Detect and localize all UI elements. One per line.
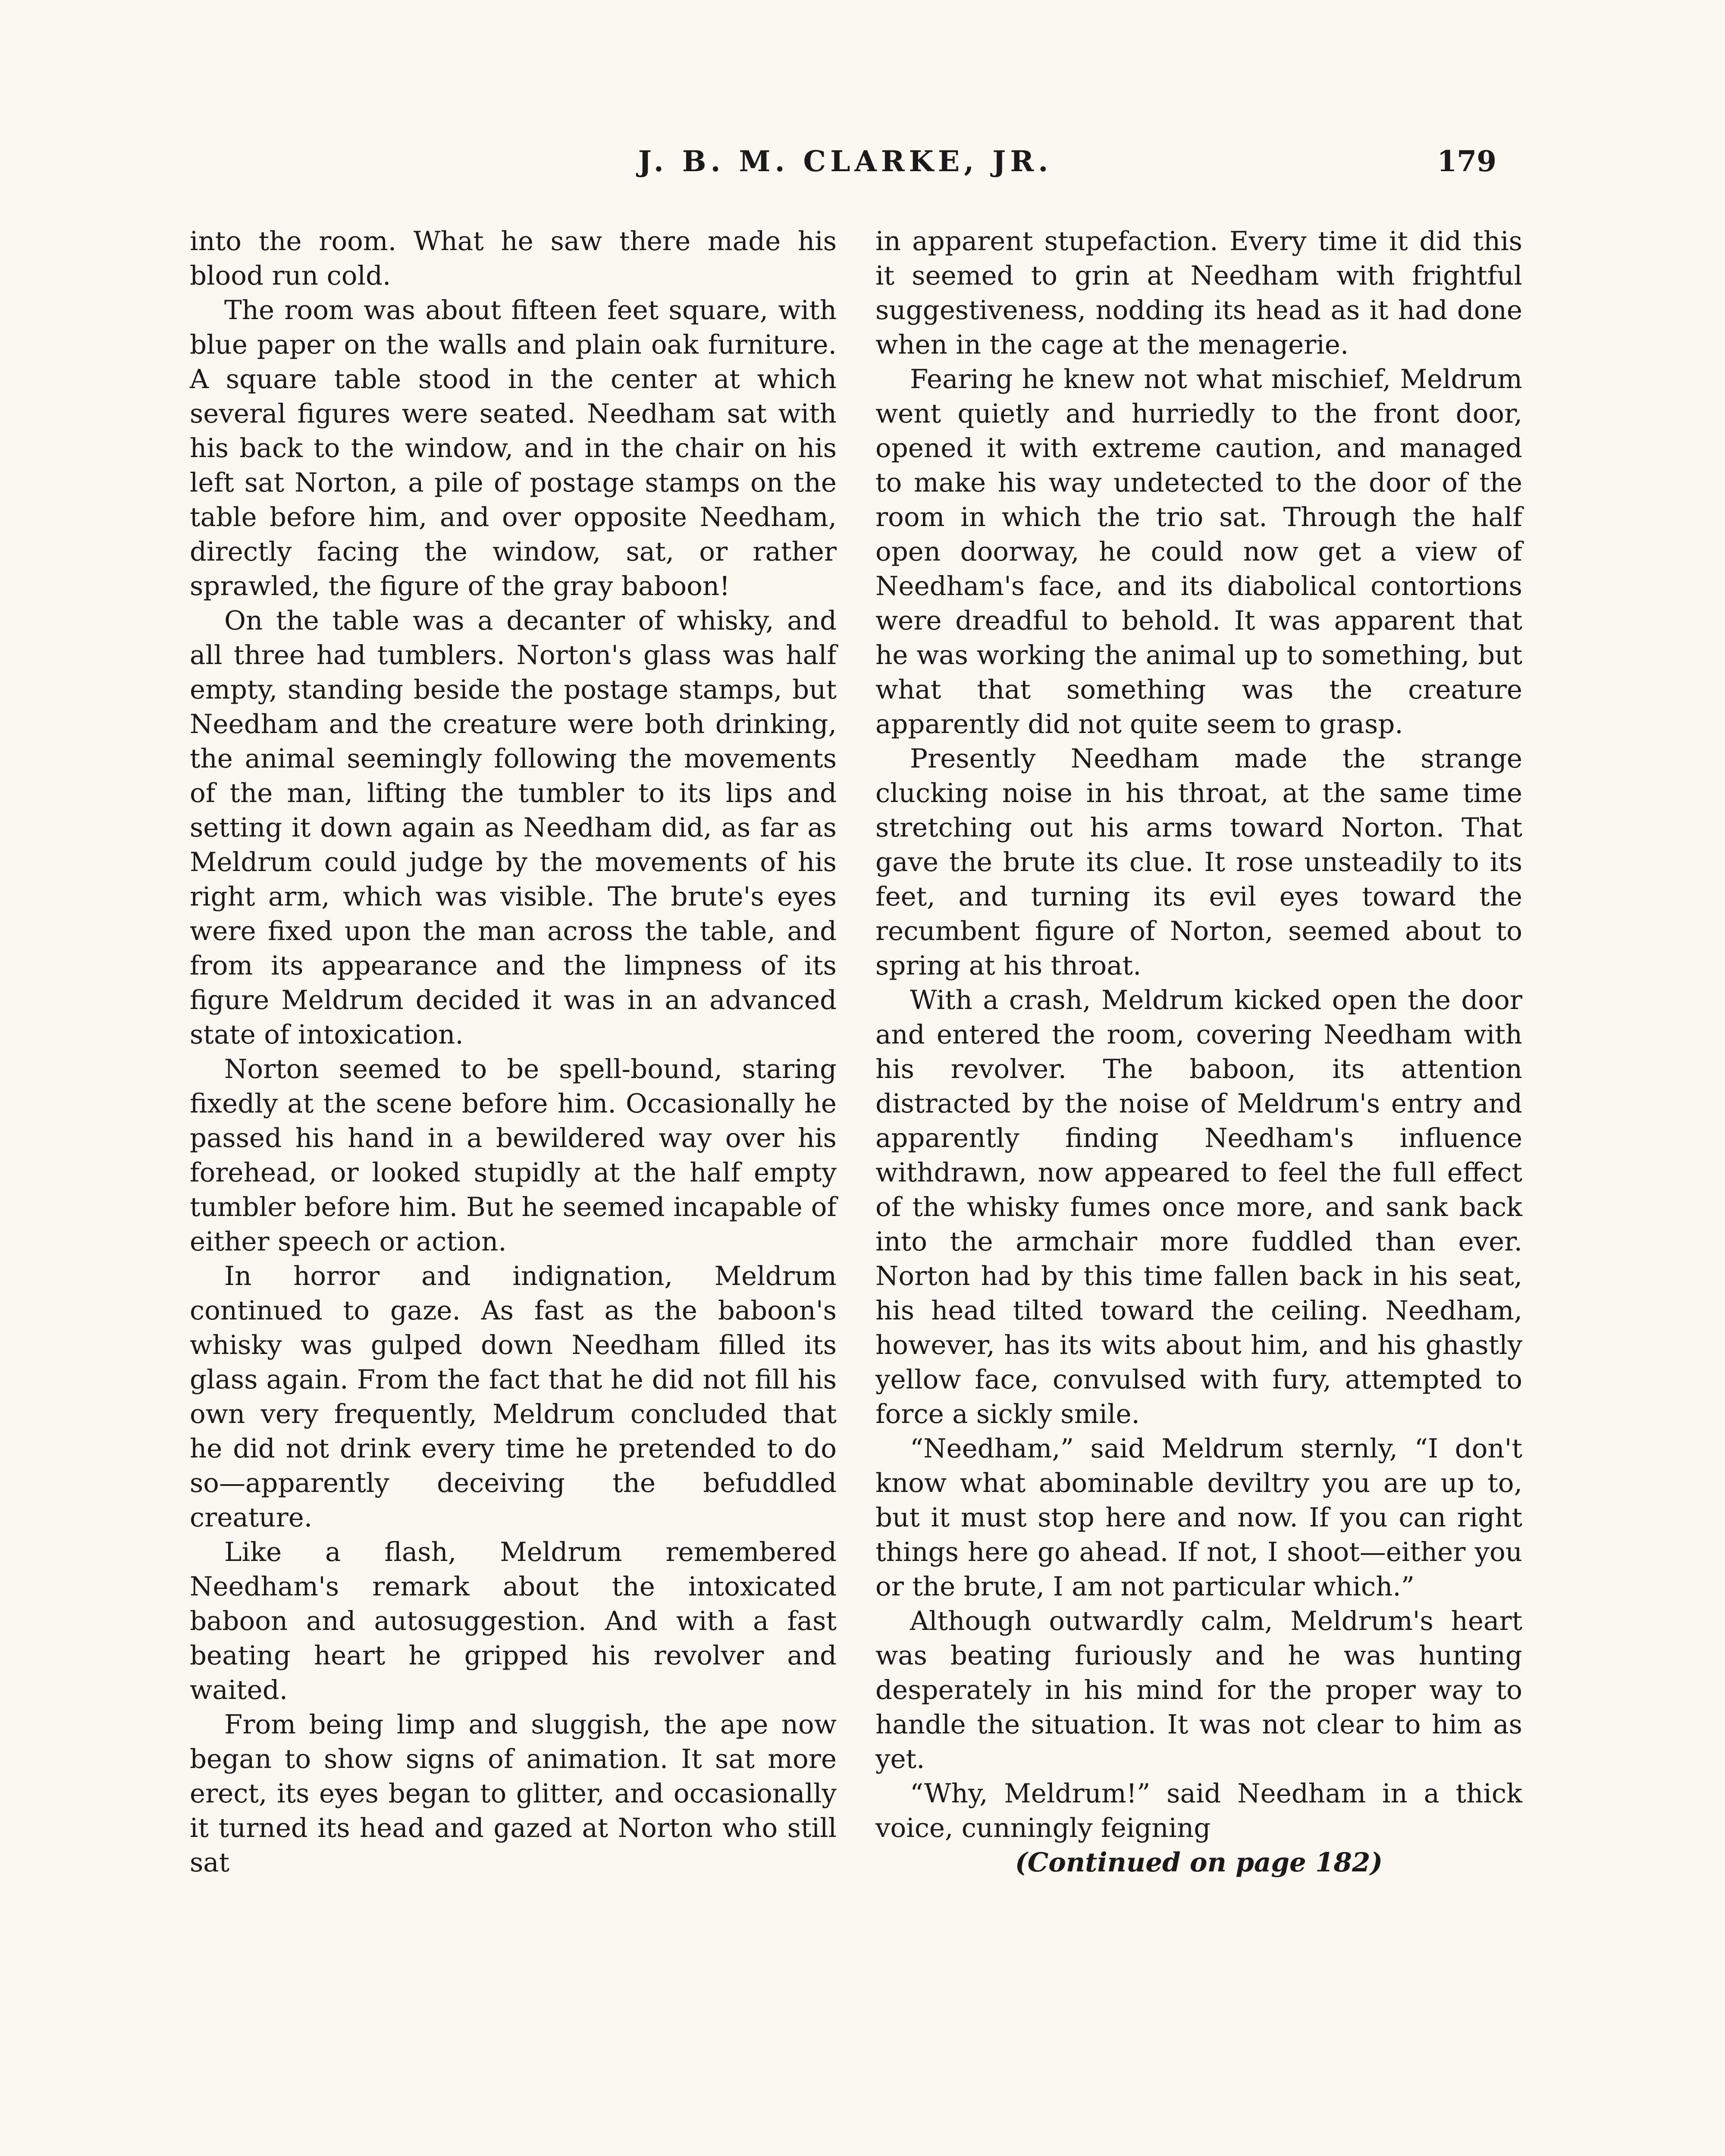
right-column: [875, 224, 1522, 1880]
paragraph: Fearing he knew not what mischief, Meldrum went quietly and hurriedly to the front door, opened it with extreme caution, and managed to make his way undetected to the door of the room in which the trio sat. Through the half open doorway, he could now get a view of Needham's face, and its diabolical contortions were dreadful to behold. It was apparent that he was working the animal up to something, but what that something was the creature apparently did not quite seem to grasp.: [875, 364, 1522, 740]
paragraph: “Why, Meldrum!” said Needham in a thick voice, cunningly feigning: [875, 1778, 1522, 1843]
paragraph: Presently Needham made the strange clucking noise in his throat, at the same time stretching out his arms toward Norton. That gave the brute its clue. It rose unsteadily to its feet, and turning its evil eyes toward the recumbent figure of Norton, seemed about to spring at his throat.: [875, 743, 1522, 981]
paragraph: Like a flash, Meldrum remembered Needham's remark about the intoxicated baboon and autosuggestion. And with a fast beating heart he gripped his revolver and waited.: [190, 1537, 837, 1705]
paragraph: into the room. What he saw there made his blood run cold.: [190, 226, 837, 291]
page-header: [194, 144, 1496, 196]
running-head: J. B. M. CLARKE, JR.: [638, 144, 1053, 178]
paragraph: From being limp and sluggish, the ape now began to show signs of animation. It sat more erect, its eyes began to glitter, and occasionally it turned its head and gazed at Norton who still sat: [190, 1709, 837, 1878]
paragraph: With a crash, Meldrum kicked open the door and entered the room, covering Needham with his revolver. The baboon, its attention distracted by the noise of Meldrum's entry and apparently finding Needham's influence withdrawn, now appeared to feel the full effect of the whisky fumes once more, and sank back into the armchair more fuddled than ever. Norton had by this time fallen back in his seat, his head tilted toward the ceiling. Needham, however, has its wits about him, and his ghastly yellow face, convulsed with fury, attempted to force a sickly smile.: [875, 985, 1522, 1429]
paragraph: Although outwardly calm, Meldrum's heart was beating furiously and he was hunting desperately in his mind for the proper way to handle the situation. It was not clear to him as yet.: [875, 1606, 1522, 1774]
continued-note: (Continued on page 182): [1015, 1847, 1383, 1878]
paragraph: “Needham,” said Meldrum sternly, “I don't know what abominable deviltry you are up to, but it must stop here and now. If you can right things here go ahead. If not, I shoot—either you or the brute, I am not particular which.”: [875, 1433, 1522, 1602]
page-number: 179: [1437, 144, 1496, 178]
paragraph: The room was about fifteen feet square, with blue paper on the walls and plain oak furniture. A square table stood in the center at which several figures were seated. Needham sat with his back to the window, and in the chair on his left sat Norton, a pile of postage stamps on the table before him, and over opposite Needham, directly facing the window, sat, or rather sprawled, the figure of the gray baboon!: [190, 295, 837, 602]
paragraph: Norton seemed to be spell-bound, staring fixedly at the scene before him. Occasionally he passed his hand in a bewildered way over his forehead, or looked stupidly at the half empty tumbler before him. But he seemed incapable of either speech or action.: [190, 1054, 837, 1257]
paragraph: In horror and indignation, Meldrum continued to gaze. As fast as the baboon's whisky was gulped down Needham filled its glass again. From the fact that he did not fill his own very frequently, Meldrum concluded that he did not drink every time he pretended to do so—apparently deceiving the befuddled creature.: [190, 1261, 837, 1533]
paragraph: in apparent stupefaction. Every time it did this it seemed to grin at Needham with frightful suggestiveness, nodding its head as it had done when in the cage at the menagerie.: [875, 226, 1522, 360]
paragraph: On the table was a decanter of whisky, and all three had tumblers. Norton's glass was half empty, standing beside the postage stamps, but Needham and the creature were both drinking, the animal seemingly following the movements of the man, lifting the tumbler to its lips and setting it down again as Needham did, as far as Meldrum could judge by the movements of his right arm, which was visible. The brute's eyes were fixed upon the man across the table, and from its appearance and the limpness of its figure Meldrum decided it was in an advanced state of intoxication.: [190, 605, 837, 1050]
left-column: [190, 224, 837, 1880]
